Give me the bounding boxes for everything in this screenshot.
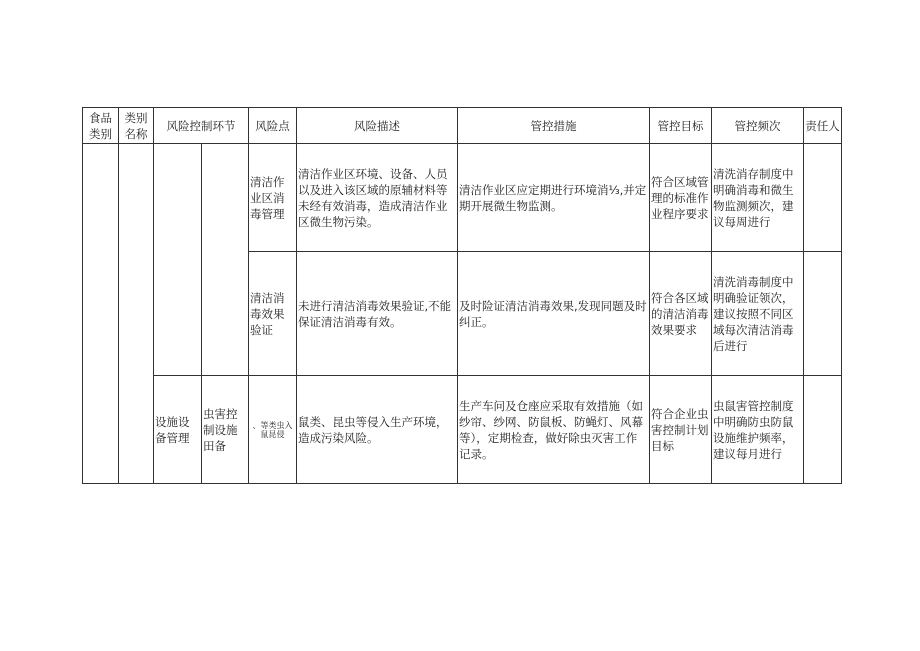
header-control-frequency: 管控频次 — [712, 108, 804, 144]
risk-control-table — [82, 107, 842, 484]
header-row — [83, 108, 842, 144]
table-row — [83, 376, 842, 484]
risk-link-sub-cell: 虫害控制设施田备 — [202, 376, 249, 484]
risk-description-cell: 清洁作业区环境、设备、人员以及进入该区域的原辅材料等未经有效消毒，造成清洁作业区微生物污染。 — [297, 144, 458, 252]
control-frequency-cell: 虫鼠害管控制度中明确防虫防鼠设施维护频率，建议每月进行 — [712, 376, 804, 484]
header-food-category: 食品类别 — [83, 108, 119, 144]
risk-point-cell: 清洁作业区消毒管理 — [249, 144, 297, 252]
control-measures-cell: 清洁作业区应定期进行环境消⅓,并定期开展微生物监测。 — [458, 144, 650, 252]
table-row — [83, 144, 842, 252]
control-frequency-cell: 清洗消存制度中明确消毒和微生物监测频次，建议每周进行 — [712, 144, 804, 252]
control-target-cell: 符合区域管理的标准作业程序要求 — [650, 144, 712, 252]
header-control-measures: 管控措施 — [458, 108, 650, 144]
control-target-cell: 符合企业虫害控制计划目标 — [650, 376, 712, 484]
risk-description-cell: 鼠类、昆虫等侵入生产环境，造成污染风险。 — [297, 376, 458, 484]
food-category-cell — [83, 144, 119, 484]
risk-link-cell — [154, 144, 202, 376]
control-measures-cell: 及时险证清洁消毒效果,发现同题及时纠正。 — [458, 252, 650, 376]
risk-point-cell: 、等类虫入鼠昆侵 — [249, 376, 297, 484]
responsible-person-cell — [804, 252, 842, 376]
risk-description-cell: 未进行清洁消毒效果验证,不能保证清洁消毒有效。 — [297, 252, 458, 376]
header-responsible-person: 责任人 — [804, 108, 842, 144]
control-target-cell: 符合各区域的清洁消毒效果要求 — [650, 252, 712, 376]
responsible-person-cell — [804, 376, 842, 484]
risk-point-cell: 清洁消毒效果验证 — [249, 252, 297, 376]
header-control-target: 管控目标 — [650, 108, 712, 144]
risk-link-sub-cell — [202, 144, 249, 376]
header-category-name: 类别名称 — [119, 108, 154, 144]
header-risk-control-link: 风险控制环节 — [154, 108, 249, 144]
header-risk-description: 风险描述 — [297, 108, 458, 144]
header-risk-point: 风险点 — [249, 108, 297, 144]
control-measures-cell: 生产车问及仓座应采取有效措施（如纱帘、纱网、防鼠板、防蝇灯、风幕等），定期检查，做好除虫灭害工作记录。 — [458, 376, 650, 484]
responsible-person-cell — [804, 144, 842, 252]
control-frequency-cell: 清洗消毒制度中明确验证领次，建议按照不同区域每次清洁消毒后进行 — [712, 252, 804, 376]
category-name-cell — [119, 144, 154, 484]
risk-link-cell: 设施设备管理 — [154, 376, 202, 484]
